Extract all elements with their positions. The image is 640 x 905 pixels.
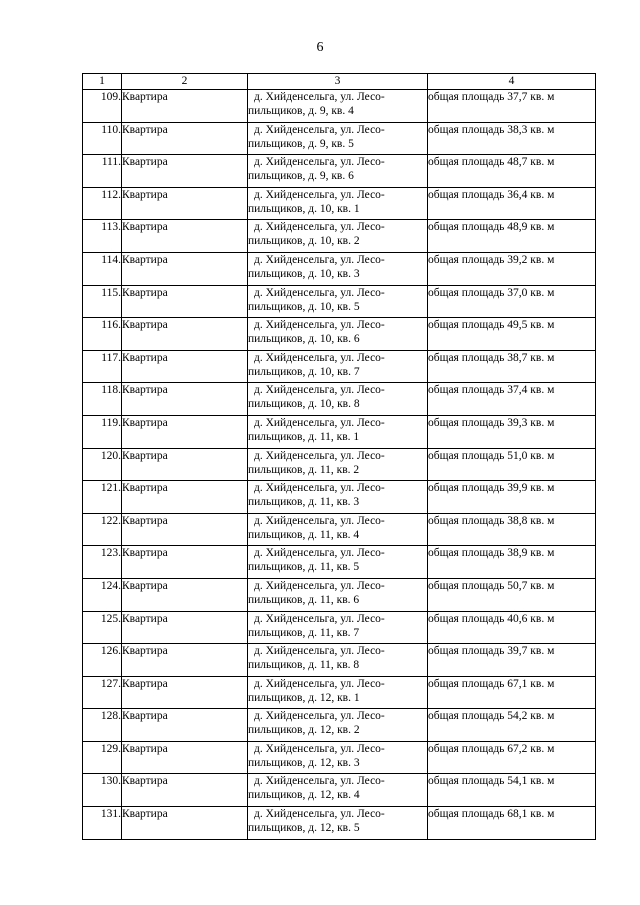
property-address: [248, 546, 428, 579]
property-type: Квартира: [122, 187, 248, 220]
row-number: 125.: [83, 611, 122, 644]
property-address: [248, 252, 428, 285]
property-type: Квартира: [122, 611, 248, 644]
address-line-2: пильщиков, д. 9, кв. 6: [248, 170, 354, 183]
address-line-1: д. Хийденсельга, ул. Лесо-: [254, 677, 385, 690]
property-area: общая площадь 51,0 кв. м: [428, 448, 596, 481]
property-address: [248, 807, 428, 840]
table-row: [83, 644, 596, 677]
address-line-2: пильщиков, д. 9, кв. 5: [248, 137, 354, 150]
property-address: [248, 774, 428, 807]
table-row: [83, 448, 596, 481]
property-type: Квартира: [122, 383, 248, 416]
table-body: [83, 90, 596, 840]
property-type: Квартира: [122, 546, 248, 579]
property-type: Квартира: [122, 676, 248, 709]
address-line-1: д. Хийденсельга, ул. Лесо-: [254, 579, 385, 592]
property-address: [248, 318, 428, 351]
property-area: общая площадь 48,7 кв. м: [428, 155, 596, 188]
table-row: [83, 155, 596, 188]
table-row: [83, 252, 596, 285]
property-area: общая площадь 68,1 кв. м: [428, 807, 596, 840]
table-row: [83, 513, 596, 546]
address-line-2: пильщиков, д. 12, кв. 1: [248, 691, 360, 704]
property-area: общая площадь 38,3 кв. м: [428, 122, 596, 155]
address-line-2: пильщиков, д. 10, кв. 2: [248, 235, 360, 248]
property-type: Квартира: [122, 709, 248, 742]
property-address: [248, 285, 428, 318]
table-row: [83, 481, 596, 514]
address-line-1: д. Хийденсельга, ул. Лесо-: [254, 612, 385, 625]
row-number: 115.: [83, 285, 122, 318]
property-type: Квартира: [122, 285, 248, 318]
address-line-1: д. Хийденсельга, ул. Лесо-: [254, 123, 385, 136]
table-row: [83, 578, 596, 611]
property-address: [248, 513, 428, 546]
address-line-2: пильщиков, д. 11, кв. 8: [248, 659, 360, 672]
property-area: общая площадь 67,1 кв. м: [428, 676, 596, 709]
address-line-2: пильщиков, д. 10, кв. 3: [248, 267, 360, 280]
property-address: [248, 155, 428, 188]
row-number: 129.: [83, 741, 122, 774]
property-address: [248, 578, 428, 611]
property-type: Квартира: [122, 350, 248, 383]
table-row: [83, 350, 596, 383]
property-type: Квартира: [122, 122, 248, 155]
property-address: [248, 644, 428, 677]
address-line-1: д. Хийденсельга, ул. Лесо-: [254, 449, 385, 462]
property-address: [248, 611, 428, 644]
property-area: общая площадь 48,9 кв. м: [428, 220, 596, 253]
address-line-1: д. Хийденсельга, ул. Лесо-: [254, 221, 385, 234]
row-number: 127.: [83, 676, 122, 709]
page-number: 6: [316, 40, 324, 55]
property-area: общая площадь 36,4 кв. м: [428, 187, 596, 220]
row-number: 112.: [83, 187, 122, 220]
property-area: общая площадь 39,7 кв. м: [428, 644, 596, 677]
table-row: [83, 122, 596, 155]
address-line-2: пильщиков, д. 10, кв. 5: [248, 300, 360, 313]
property-area: общая площадь 39,2 кв. м: [428, 252, 596, 285]
property-type: Квартира: [122, 90, 248, 123]
property-type: Квартира: [122, 155, 248, 188]
address-line-2: пильщиков, д. 10, кв. 6: [248, 333, 360, 346]
table-row: [83, 546, 596, 579]
property-address: [248, 448, 428, 481]
property-area: общая площадь 37,0 кв. м: [428, 285, 596, 318]
property-area: общая площадь 39,3 кв. м: [428, 415, 596, 448]
address-line-1: д. Хийденсельга, ул. Лесо-: [254, 645, 385, 658]
address-line-1: д. Хийденсельга, ул. Лесо-: [254, 351, 385, 364]
address-line-2: пильщиков, д. 12, кв. 4: [248, 789, 360, 802]
property-address: [248, 709, 428, 742]
property-table: [82, 73, 596, 840]
row-number: 110.: [83, 122, 122, 155]
address-line-1: д. Хийденсельга, ул. Лесо-: [254, 286, 385, 299]
property-address: [248, 220, 428, 253]
table-row: [83, 741, 596, 774]
address-line-1: д. Хийденсельга, ул. Лесо-: [254, 416, 385, 429]
table-row: [83, 285, 596, 318]
address-line-2: пильщиков, д. 11, кв. 6: [248, 593, 360, 606]
property-address: [248, 481, 428, 514]
address-line-2: пильщиков, д. 11, кв. 2: [248, 463, 360, 476]
property-area: общая площадь 50,7 кв. м: [428, 578, 596, 611]
row-number: 113.: [83, 220, 122, 253]
property-area: общая площадь 38,7 кв. м: [428, 350, 596, 383]
address-line-1: д. Хийденсельга, ул. Лесо-: [254, 156, 385, 169]
row-number: 114.: [83, 252, 122, 285]
address-line-1: д. Хийденсельга, ул. Лесо-: [254, 808, 385, 821]
address-line-1: д. Хийденсельга, ул. Лесо-: [254, 384, 385, 397]
property-address: [248, 676, 428, 709]
header-col-3: 3: [248, 74, 428, 90]
property-type: Квартира: [122, 415, 248, 448]
property-area: общая площадь 54,1 кв. м: [428, 774, 596, 807]
row-number: 130.: [83, 774, 122, 807]
address-line-2: пильщиков, д. 10, кв. 1: [248, 202, 360, 215]
header-col-2: 2: [122, 74, 248, 90]
property-type: Квартира: [122, 252, 248, 285]
row-number: 128.: [83, 709, 122, 742]
table-row: [83, 709, 596, 742]
address-line-2: пильщиков, д. 12, кв. 3: [248, 756, 360, 769]
address-line-2: пильщиков, д. 11, кв. 4: [248, 528, 360, 541]
address-line-1: д. Хийденсельга, ул. Лесо-: [254, 188, 385, 201]
row-number: 109.: [83, 90, 122, 123]
property-address: [248, 415, 428, 448]
property-address: [248, 383, 428, 416]
address-line-2: пильщиков, д. 9, кв. 4: [248, 105, 354, 117]
property-type: Квартира: [122, 448, 248, 481]
property-area: общая площадь 37,4 кв. м: [428, 383, 596, 416]
property-type: Квартира: [122, 807, 248, 840]
address-line-1: д. Хийденсельга, ул. Лесо-: [254, 514, 385, 527]
address-line-1: д. Хийденсельга, ул. Лесо-: [254, 319, 385, 332]
property-type: Квартира: [122, 774, 248, 807]
table-row: [83, 318, 596, 351]
row-number: 131.: [83, 807, 122, 840]
property-area: общая площадь 40,6 кв. м: [428, 611, 596, 644]
property-type: Квартира: [122, 644, 248, 677]
address-line-2: пильщиков, д. 10, кв. 8: [248, 398, 360, 411]
address-line-1: д. Хийденсельга, ул. Лесо-: [254, 775, 385, 788]
table-row: [83, 383, 596, 416]
row-number: 111.: [83, 155, 122, 188]
address-line-1: д. Хийденсельга, ул. Лесо-: [254, 253, 385, 266]
table-header-row: [83, 74, 596, 90]
property-area: общая площадь 39,9 кв. м: [428, 481, 596, 514]
property-area: общая площадь 67,2 кв. м: [428, 741, 596, 774]
property-area: общая площадь 54,2 кв. м: [428, 709, 596, 742]
property-type: Квартира: [122, 318, 248, 351]
property-area: общая площадь 38,8 кв. м: [428, 513, 596, 546]
header-col-1: 1: [83, 74, 122, 90]
property-address: [248, 187, 428, 220]
address-line-1: д. Хийденсельга, ул. Лесо-: [254, 547, 385, 560]
address-line-1: д. Хийденсельга, ул. Лесо-: [254, 710, 385, 723]
row-number: 126.: [83, 644, 122, 677]
property-address: [248, 350, 428, 383]
address-line-1: д. Хийденсельга, ул. Лесо-: [254, 482, 385, 495]
address-line-2: пильщиков, д. 10, кв. 7: [248, 365, 360, 378]
address-line-2: пильщиков, д. 12, кв. 2: [248, 724, 360, 737]
table-row: [83, 774, 596, 807]
table-row: [83, 807, 596, 840]
row-number: 116.: [83, 318, 122, 351]
address-line-2: пильщиков, д. 12, кв. 5: [248, 822, 360, 835]
row-number: 118.: [83, 383, 122, 416]
property-address: [248, 741, 428, 774]
table-row: [83, 611, 596, 644]
row-number: 123.: [83, 546, 122, 579]
row-number: 117.: [83, 350, 122, 383]
row-number: 124.: [83, 578, 122, 611]
address-line-1: д. Хийденсельга, ул. Лесо-: [254, 91, 385, 103]
table-row: [83, 220, 596, 253]
property-type: Квартира: [122, 578, 248, 611]
table-row: [83, 187, 596, 220]
row-number: 120.: [83, 448, 122, 481]
property-area: общая площадь 37,7 кв. м: [428, 90, 596, 123]
property-type: Квартира: [122, 481, 248, 514]
address-line-1: д. Хийденсельга, ул. Лесо-: [254, 742, 385, 755]
property-area: общая площадь 38,9 кв. м: [428, 546, 596, 579]
property-address: [248, 90, 428, 123]
address-line-2: пильщиков, д. 11, кв. 3: [248, 496, 360, 509]
table-row: [83, 676, 596, 709]
address-line-2: пильщиков, д. 11, кв. 5: [248, 561, 360, 574]
row-number: 122.: [83, 513, 122, 546]
table-row: [83, 415, 596, 448]
address-line-2: пильщиков, д. 11, кв. 7: [248, 626, 360, 639]
property-type: Квартира: [122, 741, 248, 774]
row-number: 119.: [83, 415, 122, 448]
property-type: Квартира: [122, 513, 248, 546]
row-number: 121.: [83, 481, 122, 514]
table-row: [83, 90, 596, 123]
property-address: [248, 122, 428, 155]
header-col-4: 4: [428, 74, 596, 90]
property-area: общая площадь 49,5 кв. м: [428, 318, 596, 351]
address-line-2: пильщиков, д. 11, кв. 1: [248, 430, 360, 443]
property-type: Квартира: [122, 220, 248, 253]
